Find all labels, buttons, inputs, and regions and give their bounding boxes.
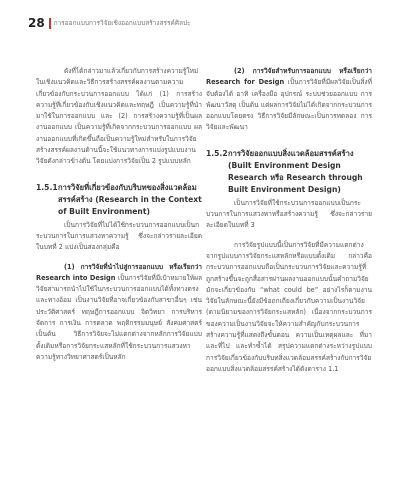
subsection-2-paragraph	[206, 66, 372, 134]
section-1-5-1-heading	[36, 182, 202, 218]
section-title: การวิจัยออกแบบสิ่งแวดล้อมสรรค์สร้าง (Built Environment Design Research หรือ Research through Built Environment Design)	[228, 148, 363, 194]
subsection-1-body: เป็นการวิจัยที่มีเป้าหมายให้ผลวิจัยสามารถนำไปใช้ในกระบวนการออกแบบได้ทั้งทางตรงและทางอ้อม เป็นงานวิจัยที่อาจเกี่ยวข้องกับสาขาอื่นๆ เช่น ประวัติศาสตร์ ทฤษฎีการออกแบบ จิตวิทยา การบริหารจัดการ การเงิน การตลาด พฤติกรรมมนุษย์ สังคมศาสตร์ เป็นต้น วิธีการวิจัยจะไม่แตกต่างจากหลักการวิจัยแบบดั้งเดิมหรือการวิจัยกระแสหลักที่ใช้กระบวนการแสวงหาความรู้ทางวิทยาศาสตร์เป็นหลัก	[36, 273, 202, 361]
section-1-5-1-body: เป็นการวิจัยที่ไม่ได้ใช้กระบวนการออกแบบเป็นกระบวนการในการแสวงหาความรู้ ซึ่งจะกล่าวรายละเอียดในบทที่ 2 แบ่งเป็นสองกลุ่มคือ	[36, 220, 202, 252]
section-1-5-2-paragraph-2: การวิจัยรูปแบบนี้เป็นการวิจัยที่มีความแตกต่างจากรูปแบบการวิจัยกระแสหลักหรือแบบดั้งเดิม กล่าวคือ กระบวนการออกแบบถือเป็นกระบวนการวิจัยและความรู้ที่ถูกสร้างขึ้นจะถูกสื่อสารผ่านผลงานออกแบบนั้นคำถามวิจัยมักจะเกี่ยวข้องกับ “what could be” อย่างไรก็ตามงานวิจัยในลักษณะนี้ยังมีข้อถกเถียงเกี่ยวกับความเป็นงานวิจัย (ตามนิยามของการวิจัยกระแสหลัก) เนื่องจากกระบวนการของความเป็นงานวิจัยจะให้ความสำคัญกับกระบวนการสร้างความรู้ที่แสดงถึงขั้นตอน ความเป็นเหตุผลและ ที่มาและที่ไป และทำซ้ำได้ สรุปความแตกต่างระหว่างรูปแบบการวิจัยเกี่ยวข้องกับบริบทสิ่งแวดล้อมสรรค์สร้างกับการวิจัยออกแบบสิ่งแวดล้อมสรรค์สร้างได้ดังตาราง 1.1	[206, 240, 372, 373]
subsection-1-paragraph	[36, 262, 202, 364]
left-column	[36, 66, 202, 363]
right-column	[206, 66, 372, 375]
section-1-5-2-heading	[206, 148, 372, 196]
section-title: การวิจัยที่เกี่ยวข้องกับบริบทของสิ่งแวดล้อมสรรค์สร้าง (Research in the Context of Built Environment)	[58, 182, 202, 216]
subsection-1-label: (1) การวิจัยที่นำไปสู่การออกแบบ หรือเรียกว่า Research into Design	[36, 262, 202, 282]
header-divider	[49, 18, 51, 29]
running-title: การออกแบบการวิจัยเชิงออกแบบสร้างสรรค์ศิลปะ	[53, 19, 191, 27]
section-1-5-2-paragraph-1: เป็นการวิจัยที่ใช้กระบวนการออกแบบเป็นกระบวนการในการแสวงหาหรือสร้างความรู้ ซึ่งจะกล่าวรายละเอียดในบทที่ 3	[206, 198, 372, 230]
page-header	[28, 16, 378, 30]
page-number: 28	[28, 16, 45, 30]
intro-paragraph: ดังที่ได้กล่าวมาแล้วเกี่ยวกับการสร้างความรู้ใหม่ในเชิงแนวคิดและวิธีการสร้างสรรค์ผลงานตามความเกี่ยวข้องกับกระบวนการออกแบบ ได้แก่ (1) การสร้างความรู้ที่เกี่ยวข้องกับเชิงแนวคิดและทฤษฎี เป็นความรู้ที่นำมาใช้ในการออกแบบ และ (2) การสร้างความรู้ที่เป็นผลงานออกแบบ เป็นความรู้ที่เกิดจากกระบวนการออกแบบ ผลงานออกแบบที่เกิดขึ้นถือเป็นความรู้ใหม่สำหรับในการวิจัยสร้างสรรค์ผลงานด้านนี้จะใช้แนวทางการแบ่งรูปแบบงานวิจัยดังกล่าวข้างต้น โดยแบ่งการวิจัยเป็น 2 รูปแบบหลัก	[36, 67, 202, 166]
section-number: 1.5.2	[206, 148, 228, 158]
subsection-2-label: (2) การวิจัยสำหรับการออกแบบ หรือเรียกว่า Research for Design	[206, 67, 372, 87]
section-number: 1.5.1	[36, 182, 58, 192]
subsection-2-body: เป็นการวิจัยที่มีผลวิจัยเป็นสิ่งที่จับต้องได้ อาทิ เครื่องมือ อุปกรณ์ ระบบช่วยออกแบบ การพัฒนาวัสดุ เป็นต้น แต่ผลการวิจัยไม่ได้เกิดจากกระบวนการออกแบบโดยตรง วิธีการวิจัยมีลักษณะเป็นการทดลอง การวิจัยและพัฒนา	[206, 78, 372, 132]
